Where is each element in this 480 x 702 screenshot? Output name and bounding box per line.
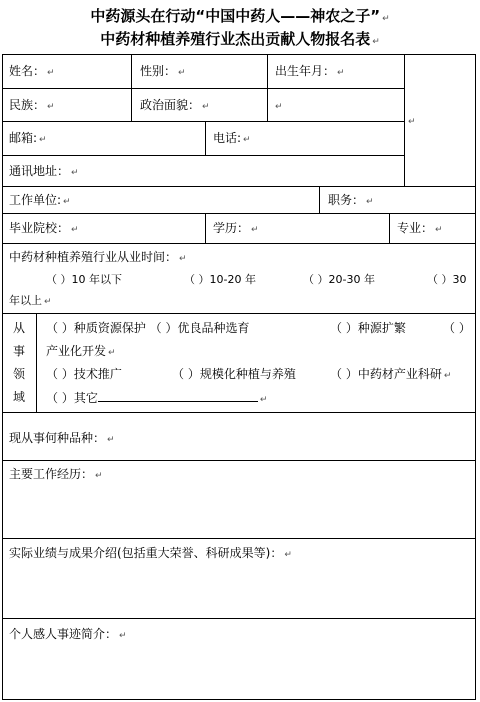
species-field[interactable]: 现从事何种品种： ↵ (9, 431, 115, 445)
political-status-field[interactable]: 政治面貌： ↵ (140, 98, 210, 112)
birth-date-field[interactable]: 出生年月： ↵ (275, 64, 345, 78)
field-label-char: 从 (13, 321, 26, 335)
row-divider (2, 460, 476, 461)
photo-cell[interactable]: ↵ (408, 117, 416, 127)
name-field[interactable]: 姓名： ↵ (9, 64, 55, 78)
form-title-line1: 中药源头在行动“中国中药人——神农之子” ↵ (90, 7, 390, 25)
row-divider (2, 88, 404, 89)
field-label-char: 事 (13, 344, 26, 358)
field-option-scale-planting[interactable]: （ ）规模化种植与养殖 (172, 367, 296, 381)
years-label: 中药材种植养殖行业从业时间： ↵ (9, 250, 187, 264)
phone-field[interactable]: 电话: ↵ (213, 131, 251, 145)
position-field[interactable]: 职务： ↵ (328, 193, 374, 207)
row-divider (2, 412, 476, 413)
row-divider (2, 538, 476, 539)
other-blank-line[interactable] (98, 389, 258, 402)
years-option-under-10[interactable]: （ ）10 年以下 (46, 273, 122, 286)
row-divider (2, 155, 404, 156)
col-divider (319, 186, 320, 213)
form-title-line2: 中药材种植养殖行业杰出贡献人物报名表 ↵ (100, 30, 380, 48)
personal-story-field[interactable]: 个人感人事迹简介： ↵ (9, 627, 127, 641)
col-divider (36, 313, 37, 412)
email-field[interactable]: 邮箱: ↵ (9, 131, 47, 145)
gender-field[interactable]: 性别： ↵ (140, 64, 186, 78)
field-label-char: 域 (13, 390, 26, 404)
row-divider (2, 313, 476, 314)
row-divider (2, 186, 476, 187)
years-option-over-30[interactable]: （ ）30 (427, 273, 467, 286)
achievements-field[interactable]: 实际业绩与成果介绍(包括重大荣誉、科研成果等)： ↵ (9, 546, 292, 560)
field-options-row1[interactable]: （ ）种质资源保护 （ ）优良品种选育 (46, 321, 250, 335)
row-divider (2, 243, 476, 244)
address-field[interactable]: 通讯地址： ↵ (9, 164, 79, 178)
education-field[interactable]: 学历： ↵ (213, 221, 259, 235)
col-divider (267, 54, 268, 121)
field-option-research[interactable]: （ ）中药材产业科研 ↵ (330, 367, 452, 381)
row-divider (2, 213, 476, 214)
col-divider (131, 54, 132, 121)
row-divider (2, 618, 476, 619)
field-option-industrialization[interactable]: （ ） (443, 321, 471, 335)
blank-cell[interactable]: ↵ (275, 102, 283, 112)
col-divider (205, 121, 206, 155)
school-field[interactable]: 毕业院校： ↵ (9, 221, 79, 235)
photo-cell-divider (404, 54, 405, 186)
field-option-breeding[interactable]: （ ）种源扩繁 (330, 321, 406, 335)
field-option-promotion[interactable]: （ ）技术推广 (46, 367, 122, 381)
years-option-over-30-suffix: 年以上 ↵ (9, 294, 52, 307)
workplace-field[interactable]: 工作单位: ↵ (9, 193, 71, 207)
major-field[interactable]: 专业： ↵ (397, 221, 443, 235)
row-divider (2, 121, 404, 122)
ethnicity-field[interactable]: 民族： ↵ (9, 98, 55, 112)
field-label-char: 领 (13, 367, 26, 381)
field-option-other[interactable]: （ ）其它 ↵ (46, 391, 268, 405)
years-option-20-30[interactable]: （ ）20-30 年 (303, 273, 375, 286)
work-experience-field[interactable]: 主要工作经历： ↵ (9, 467, 103, 481)
col-divider (205, 213, 206, 243)
years-option-10-20[interactable]: （ ）10-20 年 (184, 273, 256, 286)
field-option-industrialization-label: 产业化开发 ↵ (46, 344, 116, 358)
col-divider (389, 213, 390, 243)
